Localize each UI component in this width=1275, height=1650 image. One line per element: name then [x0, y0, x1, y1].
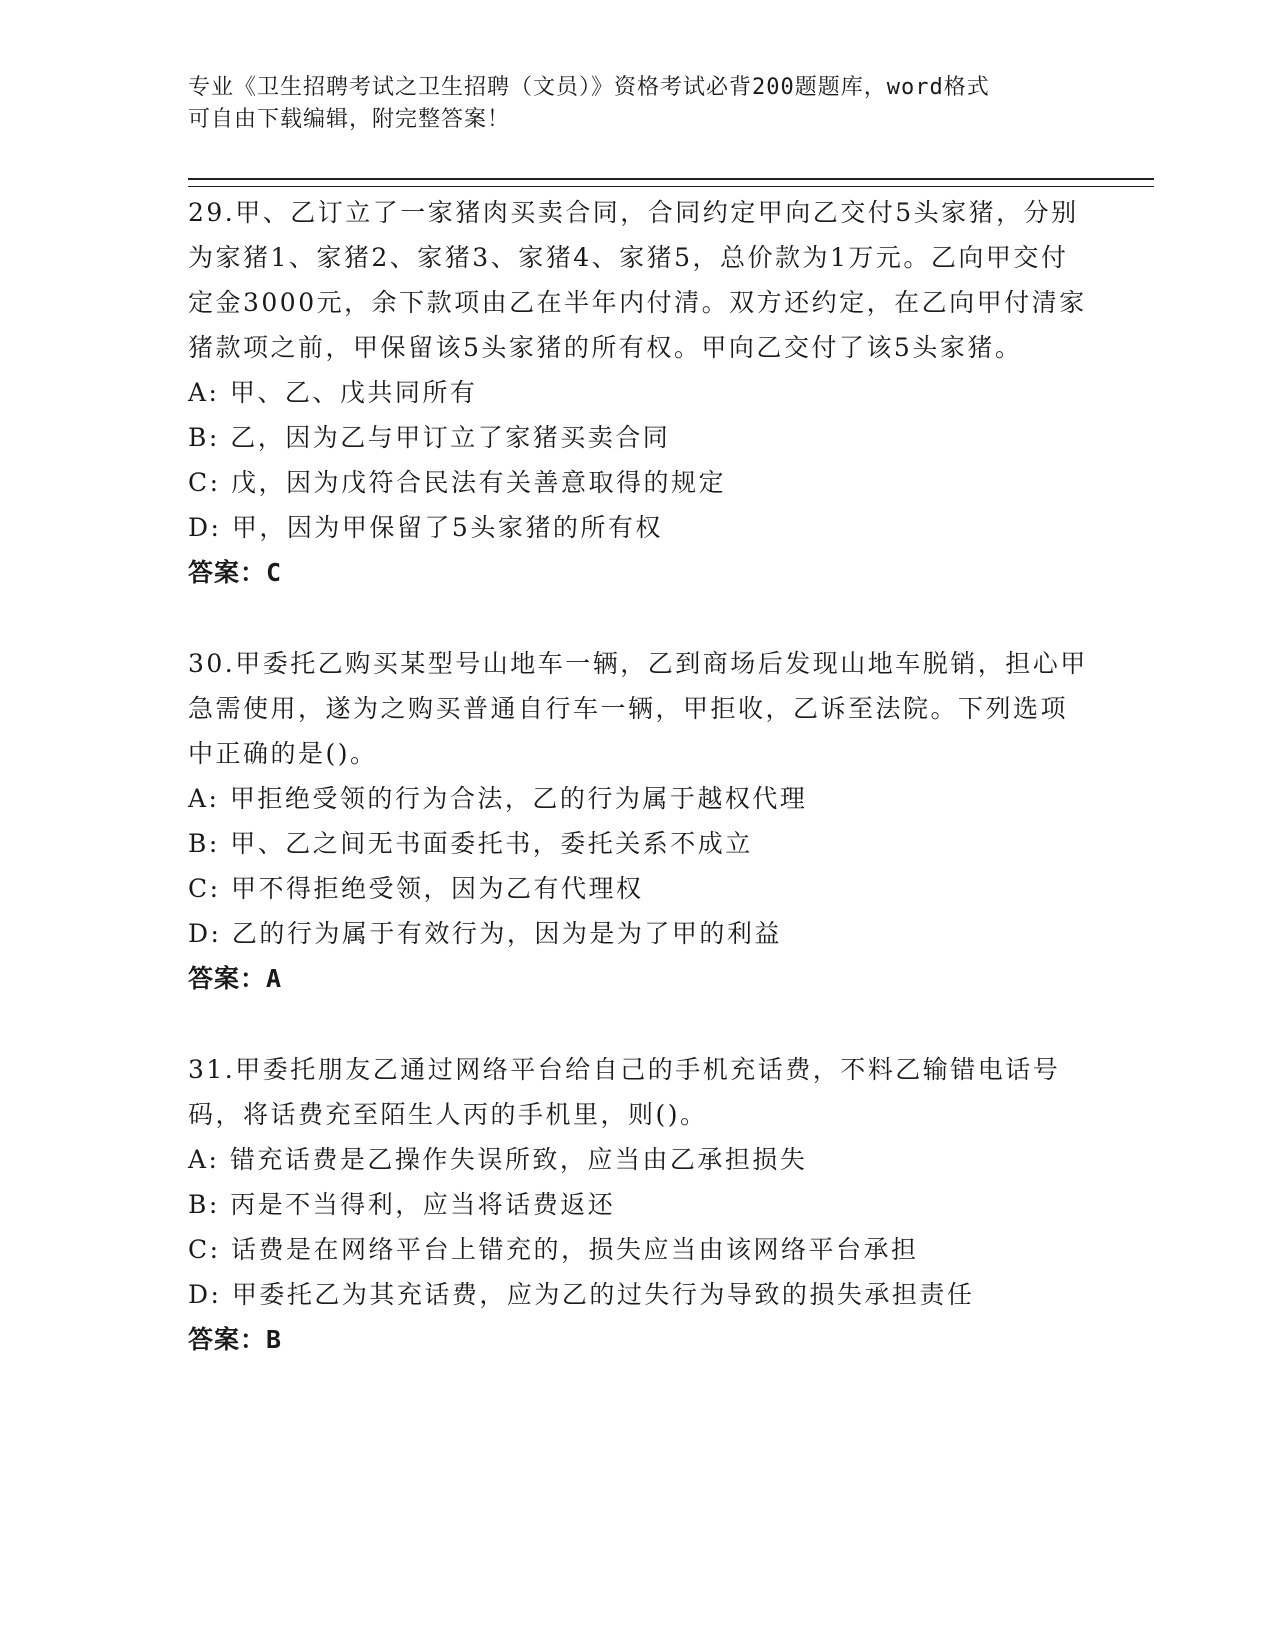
question-29 — [188, 190, 1088, 595]
header-line-2: 可自由下载编辑，附完整答案！ — [188, 107, 511, 132]
document-header — [188, 72, 1088, 136]
header-divider — [188, 178, 1154, 187]
question-stem: 31.甲委托朋友乙通过网络平台给自己的手机充话费，不料乙输错电话号码，将话费充至陌生人丙的手机里，则()。 — [188, 1055, 1061, 1129]
option-b: B: 丙是不当得利，应当将话费返还 — [188, 1190, 616, 1219]
option-d: D: 乙的行为属于有效行为，因为是为了甲的利益 — [188, 919, 782, 948]
option-c: C: 甲不得拒绝受领，因为乙有代理权 — [188, 874, 644, 903]
option-a: A: 甲拒绝受领的行为合法，乙的行为属于越权代理 — [188, 784, 808, 813]
option-d: D: 甲，因为甲保留了5头家猪的所有权 — [188, 513, 663, 542]
header-line-1: 专业《卫生招聘考试之卫生招聘（文员）》资格考试必背200题题库，word格式 — [188, 75, 990, 100]
answer-line: 答案：C — [188, 558, 283, 587]
answer-line: 答案：A — [188, 964, 283, 993]
option-d: D: 甲委托乙为其充话费，应为乙的过失行为导致的损失承担责任 — [188, 1280, 975, 1309]
option-a: A: 错充话费是乙操作失误所致，应当由乙承担损失 — [188, 1145, 808, 1174]
question-31 — [188, 1047, 1088, 1362]
option-c: C: 话费是在网络平台上错充的，损失应当由该网络平台承担 — [188, 1235, 919, 1264]
answer-line: 答案：B — [188, 1325, 283, 1354]
question-stem: 30.甲委托乙购买某型号山地车一辆，乙到商场后发现山地车脱销，担心甲急需使用，遂为之购买普通自行车一辆，甲拒收，乙诉至法院。下列选项中正确的是()。 — [188, 649, 1088, 768]
option-b: B: 乙，因为乙与甲订立了家猪买卖合同 — [188, 423, 671, 452]
question-30 — [188, 641, 1088, 1001]
question-stem: 29.甲、乙订立了一家猪肉买卖合同，合同约定甲向乙交付5头家猪，分别为家猪1、家猪2、家猪3、家猪4、家猪5，总价款为1万元。乙向甲交付定金3000元，余下款项由乙在半年内付清。双方还约定，在乙向甲付清家猪款项之前，甲保留该5头家猪的所有权。甲向乙交付了该5头家猪。 — [188, 198, 1087, 362]
question-list — [188, 190, 1088, 1362]
option-c: C: 戊，因为戊符合民法有关善意取得的规定 — [188, 468, 726, 497]
option-b: B: 甲、乙之间无书面委托书，委托关系不成立 — [188, 829, 753, 858]
option-a: A: 甲、乙、戊共同所有 — [188, 378, 478, 407]
